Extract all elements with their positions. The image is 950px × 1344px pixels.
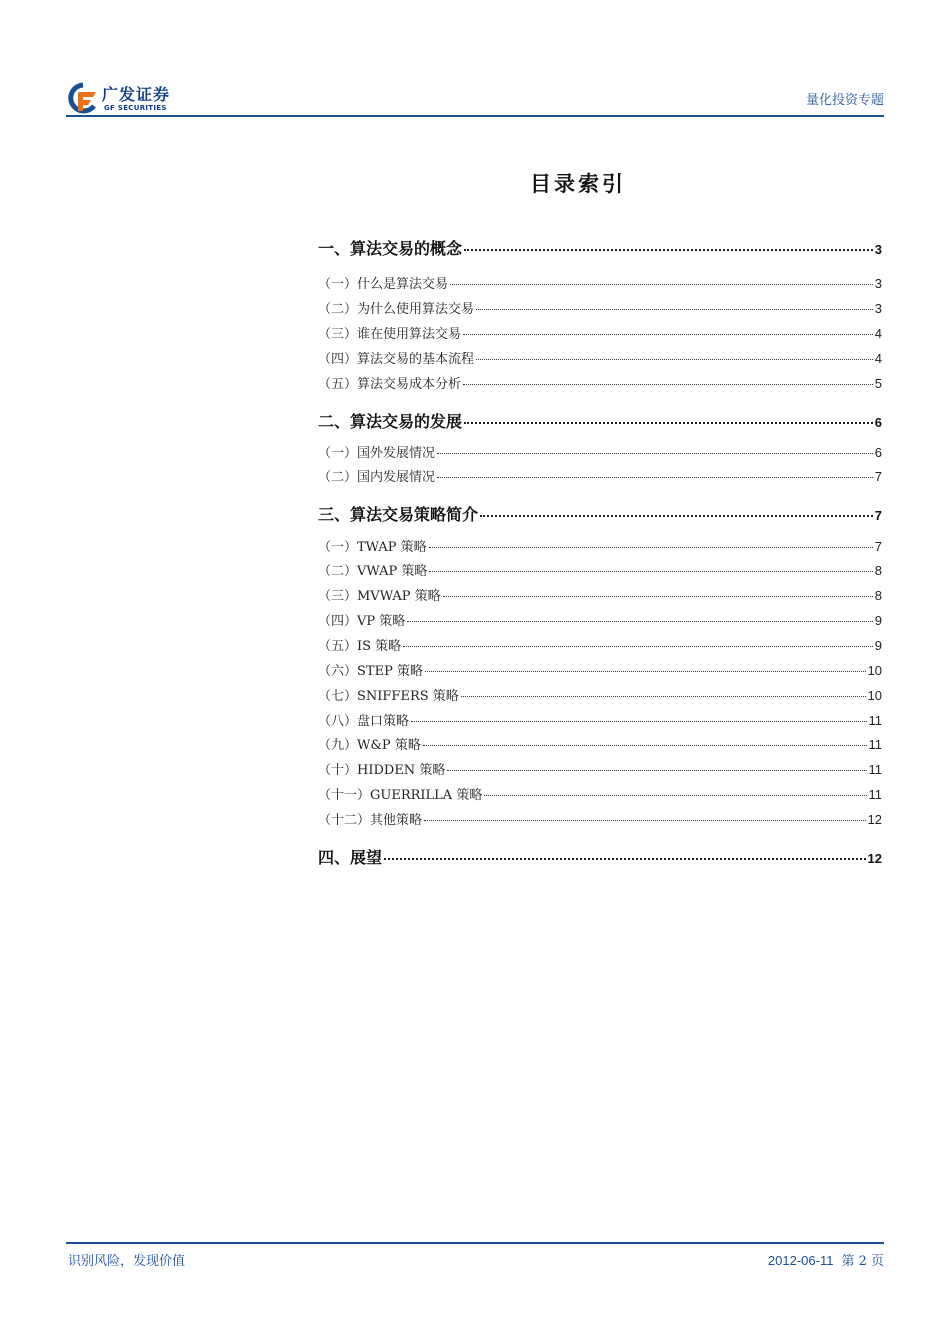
toc-section-entry[interactable]	[318, 273, 882, 292]
toc-section-entry[interactable]	[318, 585, 882, 604]
footer-divider	[66, 1242, 884, 1244]
toc-entry-title: （二）为什么使用算法交易	[318, 302, 475, 317]
toc-page-number: 11	[868, 737, 882, 752]
toc-entry-title: 三、算法交易策略简介	[318, 505, 479, 524]
toc-entry-title: （七）SNIFFERS 策略	[318, 689, 459, 704]
report-section-label: 量化投资专题	[805, 93, 884, 108]
logo-chinese-name: 广发证券	[102, 85, 171, 104]
toc-dot-leader	[480, 514, 873, 517]
toc-entry-title: （九）W&P 策略	[318, 738, 421, 753]
toc-dot-leader	[423, 744, 867, 746]
toc-section-entry[interactable]	[318, 660, 882, 679]
toc-page-number: 5	[874, 376, 882, 391]
toc-page-number: 4	[874, 326, 882, 341]
toc-page-number: 7	[874, 539, 882, 554]
toc-dot-leader	[384, 857, 866, 860]
toc-section-entry[interactable]	[318, 466, 882, 485]
toc-entry-title: （四）算法交易的基本流程	[318, 352, 475, 367]
toc-page-number: 3	[874, 301, 882, 316]
toc-section-entry[interactable]	[318, 809, 882, 828]
toc-dot-leader	[429, 570, 872, 572]
toc-page-number: 9	[874, 638, 882, 653]
page-title: 目录索引	[530, 172, 626, 196]
toc-page-number: 4	[874, 351, 882, 366]
toc-page-number: 11	[868, 713, 882, 728]
toc-entry-title: 四、展望	[318, 848, 383, 867]
footer-page-info	[768, 1250, 884, 1269]
toc-entry-title: （五）算法交易成本分析	[318, 377, 462, 392]
toc-dot-leader	[425, 670, 866, 672]
toc-dot-leader	[463, 333, 873, 335]
toc-page-number: 7	[874, 469, 882, 484]
toc-chapter-entry[interactable]	[318, 845, 882, 868]
toc-page-number: 3	[874, 276, 882, 291]
toc-page-number: 10	[867, 663, 882, 678]
toc-dot-leader	[429, 546, 873, 548]
gf-securities-logo	[66, 80, 196, 116]
toc-entry-title: （五）IS 策略	[318, 639, 402, 654]
toc-page-number: 9	[874, 613, 882, 628]
toc-dot-leader	[437, 476, 873, 478]
footer-slogan: 识别风险，发现价值	[68, 1254, 186, 1269]
toc-chapter-entry[interactable]	[318, 409, 882, 432]
toc-dot-leader	[437, 452, 873, 454]
toc-page-number: 6	[874, 415, 882, 430]
toc-dot-leader	[443, 595, 873, 597]
toc-dot-leader	[403, 645, 873, 647]
page-number: 第 2 页	[841, 1254, 884, 1269]
toc-dot-leader	[484, 794, 866, 796]
toc-section-entry[interactable]	[318, 560, 882, 579]
toc-entry-title: （十二）其他策略	[318, 813, 423, 828]
toc-section-entry[interactable]	[318, 734, 882, 753]
toc-section-entry[interactable]	[318, 610, 882, 629]
toc-page-number: 12	[867, 812, 882, 827]
header-divider	[66, 115, 884, 117]
toc-entry-title: （十一）GUERRILLA 策略	[318, 788, 483, 803]
toc-page-number: 11	[868, 762, 882, 777]
toc-entry-title: 一、算法交易的概念	[318, 239, 463, 258]
toc-entry-title: （三）谁在使用算法交易	[318, 327, 462, 342]
toc-chapter-entry[interactable]	[318, 502, 882, 525]
gf-logo-icon	[66, 82, 100, 114]
toc-section-entry[interactable]	[318, 710, 882, 729]
toc-section-entry[interactable]	[318, 536, 882, 555]
toc-page-number: 3	[874, 242, 882, 257]
toc-dot-leader	[476, 308, 873, 310]
toc-entry-title: 二、算法交易的发展	[318, 412, 463, 431]
toc-dot-leader	[424, 819, 866, 821]
toc-dot-leader	[464, 248, 873, 251]
toc-chapter-entry[interactable]	[318, 236, 882, 259]
toc-dot-leader	[450, 283, 873, 285]
report-date: 2012-06-11	[767, 1253, 834, 1268]
toc-section-entry[interactable]	[318, 759, 882, 778]
toc-section-entry[interactable]	[318, 685, 882, 704]
toc-dot-leader	[463, 383, 873, 385]
toc-section-entry[interactable]	[318, 635, 882, 654]
logo-english-name: GF SECURITIES	[104, 104, 167, 112]
toc-entry-title: （八）盘口策略	[318, 714, 410, 729]
toc-page-number: 6	[874, 445, 882, 460]
toc-entry-title: （十）HIDDEN 策略	[318, 763, 446, 778]
toc-section-entry[interactable]	[318, 784, 882, 803]
toc-section-entry[interactable]	[318, 298, 882, 317]
toc-entry-title: （二）VWAP 策略	[318, 564, 428, 579]
toc-entry-title: （三）MVWAP 策略	[318, 589, 441, 604]
toc-entry-title: （四）VP 策略	[318, 614, 406, 629]
toc-entry-title: （一）国外发展情况	[318, 446, 436, 461]
toc-section-entry[interactable]	[318, 348, 882, 367]
toc-section-entry[interactable]	[318, 442, 882, 461]
toc-dot-leader	[464, 421, 873, 424]
toc-entry-title: （二）国内发展情况	[318, 470, 436, 485]
toc-dot-leader	[411, 720, 866, 722]
toc-page-number: 12	[867, 851, 882, 866]
toc-page-number: 8	[874, 563, 882, 578]
toc-page-number: 10	[867, 688, 882, 703]
toc-dot-leader	[461, 695, 866, 697]
toc-section-entry[interactable]	[318, 323, 882, 342]
page-header	[66, 80, 884, 116]
toc-dot-leader	[407, 620, 872, 622]
toc-entry-title: （一）TWAP 策略	[318, 540, 427, 555]
toc-page-number: 11	[868, 787, 882, 802]
toc-page-number: 8	[874, 588, 882, 603]
toc-dot-leader	[476, 358, 873, 360]
toc-page-number: 7	[874, 508, 882, 523]
toc-dot-leader	[447, 769, 866, 771]
toc-entry-title: （一）什么是算法交易	[318, 277, 449, 292]
toc-entry-title: （六）STEP 策略	[318, 664, 423, 679]
toc-section-entry[interactable]	[318, 373, 882, 392]
